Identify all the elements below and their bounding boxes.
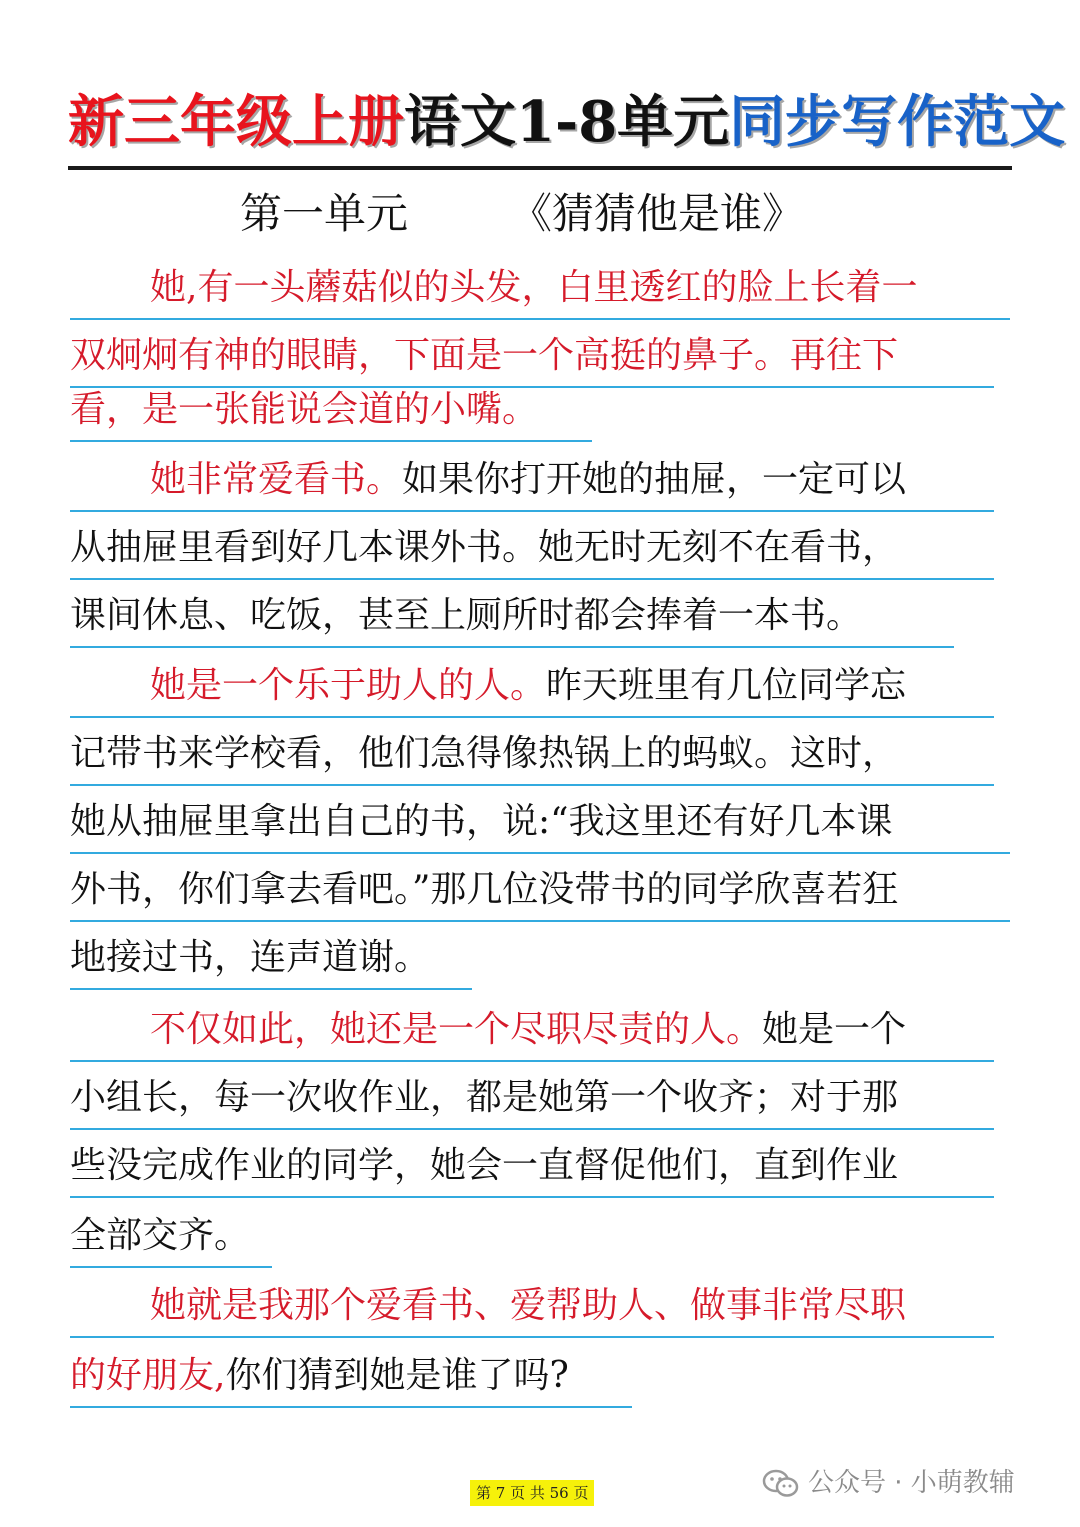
- text-line: 双炯炯有神的眼睛，下面是一个高挺的鼻子。再往下: [70, 318, 994, 388]
- text-line: 小组长，每一次收作业，都是她第一个收齐；对于那: [70, 1060, 994, 1130]
- essay-heading: [240, 184, 880, 244]
- text-line: 记带书来学校看，他们急得像热锅上的蚂蚁。这时，: [70, 716, 994, 786]
- text-line: 她从抽屉里拿出自己的书，说:“我这里还有好几本课: [70, 784, 1010, 854]
- watermark-text: 公众号 · 小萌教辅: [808, 1468, 1015, 1498]
- title-underline: [68, 166, 1012, 170]
- text-line: 课间休息、吃饭，甚至上厕所时都会捧着一本书。: [70, 578, 954, 648]
- title-part-blue: 同步写作范文: [729, 89, 1066, 155]
- essay-title: 《猜猜他是谁》: [510, 189, 805, 238]
- page-number-badge: 第 7 页 共 56 页: [470, 1480, 594, 1506]
- text-line: 她非常爱看书。如果你打开她的抽屉，一定可以: [70, 442, 994, 512]
- text-line: 她就是我那个爱看书、爱帮助人、做事非常尽职: [70, 1268, 994, 1338]
- text-line: 外书，你们拿去看吧。”那几位没带书的同学欣喜若狂: [70, 852, 1010, 922]
- text-line: 不仅如此，她还是一个尽职尽责的人。她是一个: [70, 992, 994, 1062]
- text-line: 的好朋友,你们猜到她是谁了吗?: [70, 1338, 632, 1408]
- text-line: 地接过书，连声道谢。: [70, 920, 472, 990]
- page-title: [68, 82, 1066, 162]
- title-part-red: 新三年级上册: [68, 89, 404, 155]
- watermark: [762, 1460, 1015, 1506]
- text-line: 她是一个乐于助人的人。昨天班里有几位同学忘: [70, 648, 994, 718]
- title-part-black: 语文1-8单元: [404, 89, 730, 155]
- text-line: 从抽屉里看到好几本课外书。她无时无刻不在看书，: [70, 510, 994, 580]
- unit-label: 第一单元: [240, 189, 409, 238]
- wechat-icon: [762, 1469, 800, 1499]
- text-line: 她,有一头蘑菇似的头发，白里透红的脸上长着一: [70, 250, 1010, 320]
- text-line: 些没完成作业的同学，她会一直督促他们，直到作业: [70, 1128, 994, 1198]
- text-line: 全部交齐。: [70, 1198, 272, 1268]
- text-line: 看，是一张能说会道的小嘴。: [70, 372, 592, 442]
